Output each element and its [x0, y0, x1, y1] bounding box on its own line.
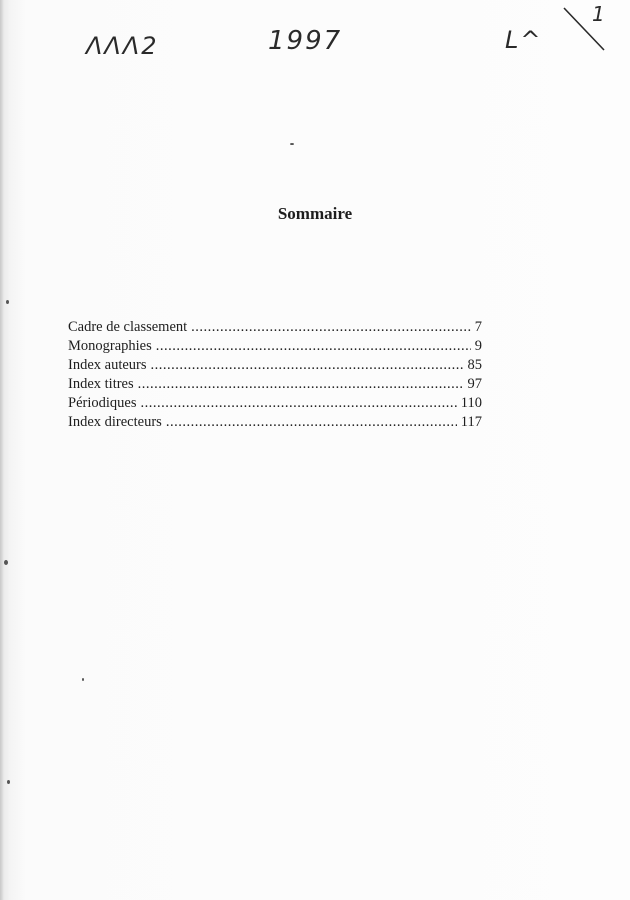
toc-leader-dots — [191, 318, 471, 337]
handwritten-mark-right: L^ — [505, 26, 543, 54]
scan-speck — [4, 560, 8, 565]
toc-page-number: 97 — [467, 376, 482, 392]
toc-row — [68, 375, 482, 394]
page-title: Sommaire — [277, 204, 353, 223]
scan-speck — [290, 143, 294, 145]
toc-page-number: 110 — [460, 395, 482, 411]
binding-shadow — [0, 0, 4, 900]
toc-leader-dots — [156, 337, 471, 356]
toc-label: Cadre de classement — [68, 319, 188, 335]
toc-row — [68, 318, 482, 337]
toc-label: Périodiques — [68, 395, 137, 411]
toc-row — [68, 413, 482, 432]
toc-label: Index directeurs — [68, 414, 162, 430]
scan-speck — [82, 678, 84, 681]
toc-row — [68, 337, 482, 356]
toc-page-number: 117 — [460, 414, 482, 430]
toc-leader-dots — [166, 413, 457, 432]
scan-speck — [6, 300, 9, 304]
scan-speck — [7, 780, 10, 784]
toc-label: Monographies — [68, 338, 152, 354]
toc-row — [68, 394, 482, 413]
toc-leader-dots — [140, 394, 456, 413]
toc-label: Index titres — [68, 376, 134, 392]
handwritten-corner-number: 1 — [592, 2, 607, 26]
toc-leader-dots — [151, 356, 464, 375]
handwritten-year: 1997 — [268, 26, 343, 56]
table-of-contents — [68, 318, 482, 432]
toc-page-number: 85 — [467, 357, 482, 373]
toc-label: Index auteurs — [68, 357, 147, 373]
toc-row — [68, 356, 482, 375]
toc-leader-dots — [138, 375, 464, 394]
handwritten-number-left: ɅɅɅ2 — [86, 32, 159, 60]
toc-page-number: 7 — [474, 319, 482, 335]
toc-page-number: 9 — [474, 338, 482, 354]
